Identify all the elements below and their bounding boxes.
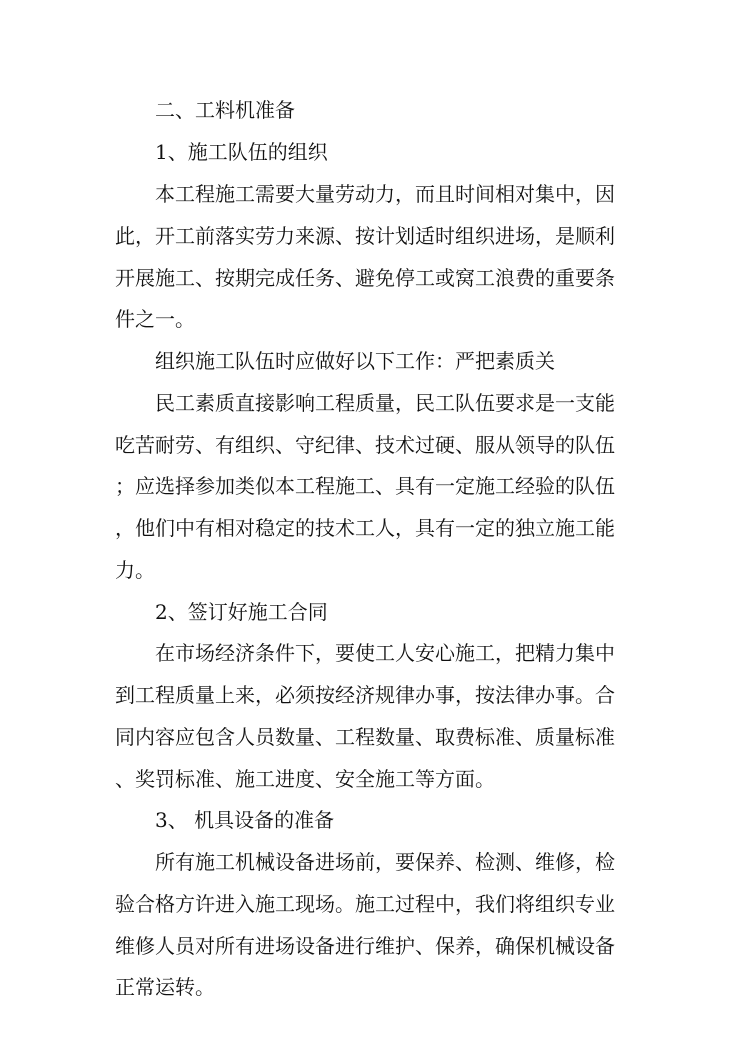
paragraph-line: 民工素质直接影响工程质量，民工队伍要求是一支能 xyxy=(155,391,615,415)
paragraph-line: 开展施工、按期完成任务、避免停工或窝工浪费的重要条 xyxy=(115,266,615,290)
paragraph-line: 在市场经济条件下，要使工人安心施工，把精力集中 xyxy=(155,641,615,665)
paragraph-line: 正常运转。 xyxy=(115,975,215,999)
subsection-heading-1: 1、施工队伍的组织 xyxy=(155,140,328,164)
paragraph-line: 力。 xyxy=(115,558,155,582)
subsection-heading-2: 2、签订好施工合同 xyxy=(155,600,328,624)
paragraph-line: 到工程质量上来，必须按经济规律办事，按法律办事。合 xyxy=(115,683,615,707)
paragraph-line: ；应选择参加类似本工程施工、具有一定施工经验的队伍 xyxy=(115,474,615,498)
paragraph-line: 吃苦耐劳、有组织、守纪律、技术过硬、服从领导的队伍 xyxy=(115,433,615,457)
section-title: 二、工料机准备 xyxy=(155,98,295,122)
paragraph-line: ，他们中有相对稳定的技术工人，具有一定的独立施工能 xyxy=(115,516,615,540)
paragraph-line: 此，开工前落实劳力来源、按计划适时组织进场，是顺利 xyxy=(115,224,615,248)
paragraph-line: 验合格方许进入施工现场。施工过程中，我们将组织专业 xyxy=(115,892,615,916)
paragraph-line: 维修人员对所有进场设备进行维护、保养，确保机械设备 xyxy=(115,934,615,958)
paragraph-line: 组织施工队伍时应做好以下工作：严把素质关 xyxy=(155,349,555,373)
paragraph-line: 所有施工机械设备进场前，要保养、检测、维修，检 xyxy=(155,850,615,874)
paragraph-line: 同内容应包含人员数量、工程数量、取费标准、质量标准 xyxy=(115,725,615,749)
paragraph-line: 、奖罚标准、施工进度、安全施工等方面。 xyxy=(115,767,495,791)
paragraph-line: 本工程施工需要大量劳动力，而且时间相对集中，因 xyxy=(155,182,615,206)
paragraph-line: 件之一。 xyxy=(115,307,195,331)
subsection-heading-3: 3、 机具设备的准备 xyxy=(155,808,335,832)
